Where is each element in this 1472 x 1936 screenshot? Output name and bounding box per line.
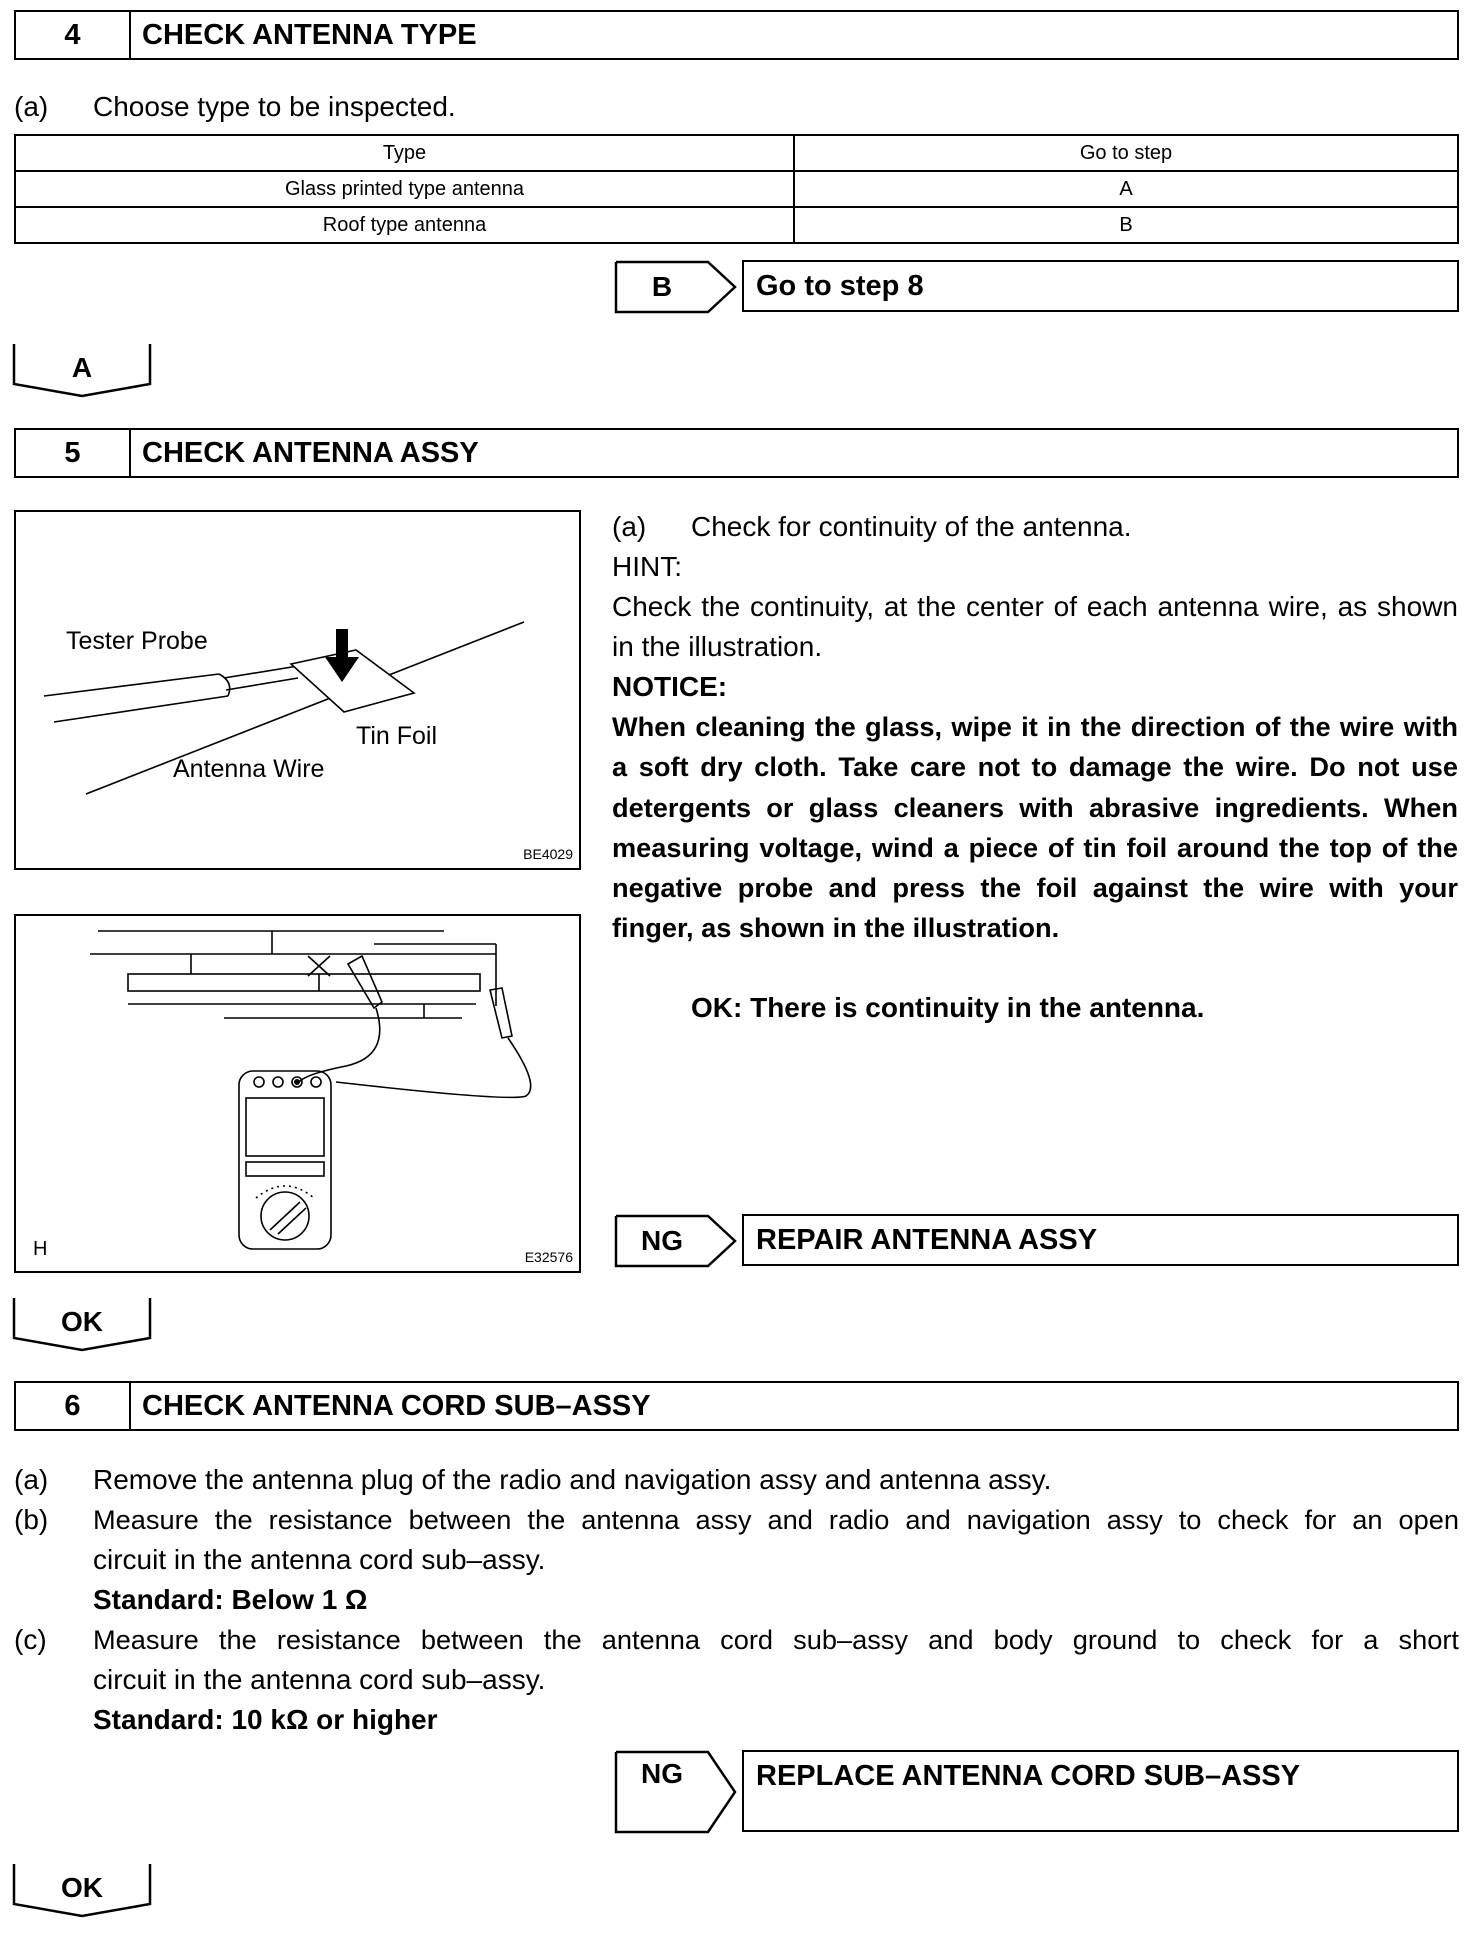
hint-label: HINT: [612,551,682,582]
instruction-text: Choose type to be inspected. [93,91,456,122]
table-row [15,207,1458,243]
ng-tag-label: NG [641,1225,683,1256]
table-header-cell: Go to step [794,135,1458,171]
item-standard: Standard: Below 1 Ω [93,1584,368,1615]
ng-result-text: REPAIR ANTENNA ASSY [756,1223,1098,1256]
item-text-line: Measure the resistance between the antenna assy and radio and navigation assy to check for an open [93,1504,1459,1535]
ng-result-box [742,1750,1459,1832]
table-cell: Roof type antenna [15,207,794,243]
label-tin-foil: Tin Foil [356,722,438,750]
table-header-row [15,135,1458,171]
instruction-label: (a) [14,91,49,122]
figure-code: E32576 [524,1249,573,1265]
notice-label: NOTICE: [612,671,728,702]
ng-result-text: REPLACE ANTENNA CORD SUB–ASSY [756,1760,1301,1792]
item-text-line: circuit in the antenna cord sub–assy. [93,1664,546,1695]
label-tester-probe: Tester Probe [66,627,208,655]
table-header-cell: Type [15,135,794,171]
continue-tag-label: A [71,352,93,383]
step-number: 4 [16,12,131,58]
multimeter-drawing [16,916,579,1271]
instruction-text: Check for continuity of the antenna. [691,511,1132,542]
ng-tag-label: NG [641,1758,683,1789]
continuity-test-illustration [14,914,581,1273]
item-standard: Standard: 10 kΩ or higher [93,1704,438,1735]
hint-text: Check the continuity, at the center of each antenna wire, as shown in the illustration. [612,591,1458,663]
antenna-type-table [14,134,1459,244]
item-label: (b) [14,1504,49,1535]
step-5-header [14,428,1459,478]
figure-code: BE4029 [523,846,573,862]
step-4-header [14,10,1459,60]
table-cell: Glass printed type antenna [15,171,794,207]
continue-tag-label: OK [61,1306,103,1337]
branch-result-box [742,260,1459,312]
table-row [15,171,1458,207]
table-cell: B [794,207,1458,243]
item-text: Remove the antenna plug of the radio and navigation assy and antenna assy. [93,1464,1052,1495]
label-antenna-wire: Antenna Wire [173,755,325,783]
step-number: 6 [16,1383,131,1429]
continue-tag-label: OK [61,1872,103,1903]
figure-corner-letter: H [33,1238,48,1260]
step-title: CHECK ANTENNA ASSY [142,436,479,469]
item-text-line: circuit in the antenna cord sub–assy. [93,1544,546,1575]
table-cell: A [794,171,1458,207]
instruction-label: (a) [612,511,647,542]
tester-probe-drawing [16,512,579,868]
branch-result-text: Go to step 8 [756,269,924,302]
tester-probe-illustration [14,510,581,870]
ng-result-box [742,1214,1459,1266]
item-label: (a) [14,1464,49,1495]
step-6-header [14,1381,1459,1431]
step-title: CHECK ANTENNA CORD SUB–ASSY [142,1389,651,1422]
branch-tag-label: B [651,271,673,302]
notice-text: When cleaning the glass, wipe it in the direction of the wire with a soft dry cloth. Take care not to damage the wire. Do not use detergents or glass cleaners with abrasive ingredients. When measuring voltage, wind a piece of tin foil around the top of the negative probe and press the foil against the wire with your finger, as shown in the illustration. [612,711,1458,944]
ok-condition: OK: There is continuity in the antenna. [691,992,1205,1023]
step-title: CHECK ANTENNA TYPE [142,18,477,51]
item-label: (c) [14,1624,47,1655]
item-text-line: Measure the resistance between the antenna cord sub–assy and body ground to check for a short [93,1624,1459,1655]
step-number: 5 [16,430,131,476]
